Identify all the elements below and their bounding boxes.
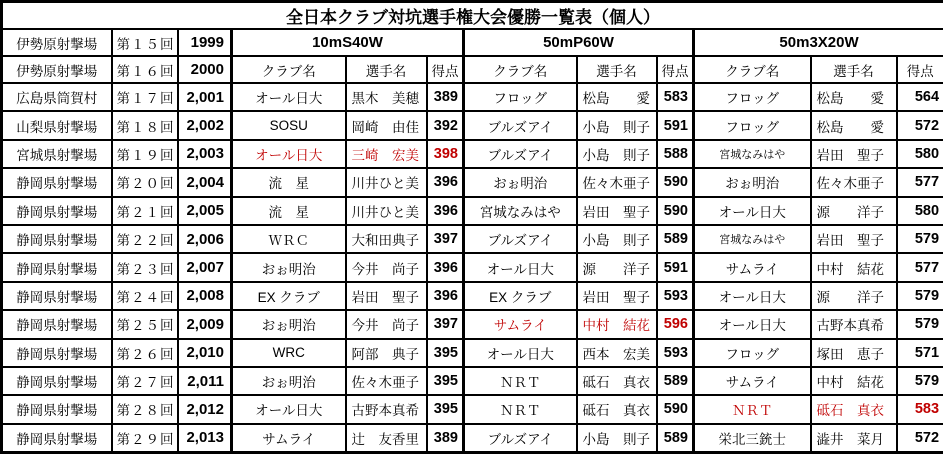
venue-cell: 静岡県射撃場	[2, 310, 112, 338]
club-cell-50mp: ブルズアイ	[464, 225, 577, 253]
venue-cell: 静岡県射撃場	[2, 253, 112, 281]
player-cell-3x: 源 洋子	[811, 197, 897, 225]
year-cell: 1999	[178, 29, 232, 56]
year-cell: 2,001	[178, 83, 232, 111]
table-row	[2, 140, 943, 168]
player-cell-10m: 三崎 宏美	[346, 140, 427, 168]
section-header-3x: 50m3X20W	[694, 29, 943, 56]
score-header: 得点	[427, 56, 464, 83]
player-cell-50mp: 松島 愛	[577, 83, 657, 111]
player-cell-10m: 今井 尚子	[346, 253, 427, 281]
club-cell-3x: フロッグ	[694, 339, 811, 367]
table-row	[2, 339, 943, 367]
club-cell-3x: オール日大	[694, 282, 811, 310]
section-header-50mp: 50mP60W	[464, 29, 694, 56]
year-cell: 2,004	[178, 168, 232, 196]
header-row-2	[2, 56, 943, 83]
player-cell-3x: 砥石 真衣	[811, 395, 897, 423]
club-cell-50mp: EX クラブ	[464, 282, 577, 310]
player-cell-3x: 岩田 聖子	[811, 225, 897, 253]
club-cell-3x: ＮＲＴ	[694, 395, 811, 423]
club-cell-50mp: ＮＲＴ	[464, 395, 577, 423]
round-cell: 第１７回	[112, 83, 178, 111]
score-cell-50mp: 583	[657, 83, 694, 111]
score-cell-50mp: 588	[657, 140, 694, 168]
club-cell-50mp: ブルズアイ	[464, 140, 577, 168]
player-cell-50mp: 源 洋子	[577, 253, 657, 281]
club-cell-10m: 流 星	[232, 168, 346, 196]
player-cell-10m: 今井 尚子	[346, 310, 427, 338]
player-cell-50mp: 砥石 真衣	[577, 367, 657, 395]
player-cell-50mp: 小島 則子	[577, 111, 657, 139]
player-cell-10m: 古野本真希	[346, 395, 427, 423]
round-cell: 第１６回	[112, 56, 178, 83]
club-cell-3x: フロッグ	[694, 111, 811, 139]
score-header: 得点	[657, 56, 694, 83]
player-cell-3x: 古野本真希	[811, 310, 897, 338]
year-cell: 2,006	[178, 225, 232, 253]
club-cell-10m: オール日大	[232, 83, 346, 111]
player-cell-50mp: 岩田 聖子	[577, 282, 657, 310]
score-cell-50mp: 591	[657, 111, 694, 139]
player-cell-3x: 松島 愛	[811, 111, 897, 139]
round-cell: 第２６回	[112, 339, 178, 367]
table-row	[2, 197, 943, 225]
round-cell: 第２４回	[112, 282, 178, 310]
player-cell-10m: 佐々木亜子	[346, 367, 427, 395]
score-cell-3x: 577	[897, 253, 943, 281]
club-cell-3x: サムライ	[694, 253, 811, 281]
table-row	[2, 367, 943, 395]
player-cell-10m: 辻 友香里	[346, 424, 427, 452]
club-cell-3x: 宮城なみはや	[694, 225, 811, 253]
venue-cell: 山梨県射撃場	[2, 111, 112, 139]
year-cell: 2,011	[178, 367, 232, 395]
venue-cell: 伊勢原射撃場	[2, 29, 112, 56]
player-cell-3x: 澁井 菜月	[811, 424, 897, 452]
club-cell-50mp: ブルズアイ	[464, 111, 577, 139]
score-cell-10m: 396	[427, 253, 464, 281]
round-cell: 第２５回	[112, 310, 178, 338]
club-cell-10m: SOSU	[232, 111, 346, 139]
player-cell-50mp: 小島 則子	[577, 225, 657, 253]
table-row	[2, 83, 943, 111]
table-row	[2, 253, 943, 281]
player-cell-3x: 佐々木亜子	[811, 168, 897, 196]
score-cell-10m: 395	[427, 367, 464, 395]
score-cell-10m: 395	[427, 339, 464, 367]
venue-cell: 静岡県射撃場	[2, 339, 112, 367]
player-cell-10m: 川井ひと美	[346, 197, 427, 225]
player-cell-50mp: 岩田 聖子	[577, 197, 657, 225]
score-cell-3x: 580	[897, 197, 943, 225]
player-cell-10m: 川井ひと美	[346, 168, 427, 196]
table-row	[2, 424, 943, 452]
score-cell-10m: 398	[427, 140, 464, 168]
player-cell-10m: 大和田典子	[346, 225, 427, 253]
round-cell: 第１５回	[112, 29, 178, 56]
score-cell-10m: 395	[427, 395, 464, 423]
round-cell: 第１８回	[112, 111, 178, 139]
round-cell: 第２０回	[112, 168, 178, 196]
year-cell: 2,007	[178, 253, 232, 281]
table-row	[2, 310, 943, 338]
venue-cell: 広島県筒賀村	[2, 83, 112, 111]
club-cell-50mp: オール日大	[464, 339, 577, 367]
player-cell-3x: 塚田 恵子	[811, 339, 897, 367]
score-cell-10m: 392	[427, 111, 464, 139]
club-cell-10m: サムライ	[232, 424, 346, 452]
player-cell-3x: 源 洋子	[811, 282, 897, 310]
player-cell-10m: 岡崎 由佳	[346, 111, 427, 139]
score-cell-3x: 579	[897, 225, 943, 253]
year-cell: 2,010	[178, 339, 232, 367]
score-cell-10m: 396	[427, 197, 464, 225]
score-cell-10m: 389	[427, 83, 464, 111]
club-header: クラブ名	[464, 56, 577, 83]
player-cell-3x: 中村 結花	[811, 367, 897, 395]
score-cell-3x: 583	[897, 395, 943, 423]
score-cell-10m: 397	[427, 310, 464, 338]
round-cell: 第２１回	[112, 197, 178, 225]
club-cell-50mp: ブルズアイ	[464, 424, 577, 452]
score-cell-50mp: 589	[657, 424, 694, 452]
club-cell-50mp: おぉ明治	[464, 168, 577, 196]
club-cell-10m: ＷＲＣ	[232, 225, 346, 253]
player-cell-50mp: 佐々木亜子	[577, 168, 657, 196]
score-cell-50mp: 590	[657, 168, 694, 196]
score-cell-10m: 389	[427, 424, 464, 452]
round-cell: 第２３回	[112, 253, 178, 281]
club-cell-10m: 流 星	[232, 197, 346, 225]
venue-cell: 伊勢原射撃場	[2, 56, 112, 83]
player-cell-50mp: 中村 結花	[577, 310, 657, 338]
score-cell-3x: 571	[897, 339, 943, 367]
venue-cell: 静岡県射撃場	[2, 282, 112, 310]
score-cell-3x: 572	[897, 424, 943, 452]
club-cell-50mp: フロッグ	[464, 83, 577, 111]
score-cell-50mp: 589	[657, 225, 694, 253]
player-header: 選手名	[811, 56, 897, 83]
club-cell-3x: 宮城なみはや	[694, 140, 811, 168]
header-row-1	[2, 29, 943, 56]
venue-cell: 静岡県射撃場	[2, 197, 112, 225]
year-cell: 2,008	[178, 282, 232, 310]
club-header: クラブ名	[232, 56, 346, 83]
score-cell-50mp: 596	[657, 310, 694, 338]
round-cell: 第２８回	[112, 395, 178, 423]
table-row	[2, 111, 943, 139]
player-cell-3x: 中村 結花	[811, 253, 897, 281]
score-cell-3x: 564	[897, 83, 943, 111]
player-cell-10m: 黒木 美穂	[346, 83, 427, 111]
year-cell: 2000	[178, 56, 232, 83]
table-body	[2, 83, 943, 452]
score-cell-3x: 579	[897, 282, 943, 310]
player-cell-50mp: 小島 則子	[577, 140, 657, 168]
club-cell-3x: オール日大	[694, 197, 811, 225]
score-cell-3x: 577	[897, 168, 943, 196]
round-cell: 第１９回	[112, 140, 178, 168]
club-cell-10m: オール日大	[232, 395, 346, 423]
club-cell-10m: おぉ明治	[232, 253, 346, 281]
club-cell-3x: オール日大	[694, 310, 811, 338]
club-cell-3x: 栄北三銃士	[694, 424, 811, 452]
table-row	[2, 225, 943, 253]
player-cell-50mp: 小島 則子	[577, 424, 657, 452]
score-cell-50mp: 591	[657, 253, 694, 281]
player-cell-3x: 岩田 聖子	[811, 140, 897, 168]
year-cell: 2,009	[178, 310, 232, 338]
year-cell: 2,003	[178, 140, 232, 168]
club-cell-50mp: サムライ	[464, 310, 577, 338]
score-cell-10m: 396	[427, 282, 464, 310]
year-cell: 2,002	[178, 111, 232, 139]
player-cell-10m: 岩田 聖子	[346, 282, 427, 310]
score-cell-50mp: 589	[657, 367, 694, 395]
club-cell-50mp: オール日大	[464, 253, 577, 281]
score-cell-10m: 396	[427, 168, 464, 196]
page-title: 全日本クラブ対坑選手権大会優勝一覧表（個人）	[2, 2, 943, 30]
score-cell-50mp: 593	[657, 282, 694, 310]
club-cell-50mp: ＮＲＴ	[464, 367, 577, 395]
score-header: 得点	[897, 56, 943, 83]
round-cell: 第２７回	[112, 367, 178, 395]
score-cell-10m: 397	[427, 225, 464, 253]
club-cell-3x: サムライ	[694, 367, 811, 395]
score-cell-50mp: 590	[657, 395, 694, 423]
venue-cell: 静岡県射撃場	[2, 367, 112, 395]
venue-cell: 静岡県射撃場	[2, 395, 112, 423]
club-cell-10m: WRC	[232, 339, 346, 367]
club-cell-10m: オール日大	[232, 140, 346, 168]
venue-cell: 静岡県射撃場	[2, 225, 112, 253]
table-row	[2, 395, 943, 423]
club-cell-10m: おぉ明治	[232, 310, 346, 338]
player-cell-3x: 松島 愛	[811, 83, 897, 111]
table-row	[2, 168, 943, 196]
club-cell-3x: フロッグ	[694, 83, 811, 111]
title-row	[2, 2, 943, 30]
year-cell: 2,005	[178, 197, 232, 225]
year-cell: 2,012	[178, 395, 232, 423]
player-header: 選手名	[577, 56, 657, 83]
score-cell-3x: 580	[897, 140, 943, 168]
player-header: 選手名	[346, 56, 427, 83]
venue-cell: 静岡県射撃場	[2, 168, 112, 196]
player-cell-50mp: 西本 宏美	[577, 339, 657, 367]
score-cell-3x: 572	[897, 111, 943, 139]
club-cell-10m: おぉ明治	[232, 367, 346, 395]
club-cell-3x: おぉ明治	[694, 168, 811, 196]
score-cell-50mp: 593	[657, 339, 694, 367]
score-cell-3x: 579	[897, 310, 943, 338]
club-header: クラブ名	[694, 56, 811, 83]
score-cell-50mp: 590	[657, 197, 694, 225]
year-cell: 2,013	[178, 424, 232, 452]
venue-cell: 静岡県射撃場	[2, 424, 112, 452]
table-row	[2, 282, 943, 310]
score-cell-3x: 579	[897, 367, 943, 395]
round-cell: 第２２回	[112, 225, 178, 253]
venue-cell: 宮城県射撃場	[2, 140, 112, 168]
round-cell: 第２９回	[112, 424, 178, 452]
club-cell-10m: EX クラブ	[232, 282, 346, 310]
player-cell-10m: 阿部 典子	[346, 339, 427, 367]
player-cell-50mp: 砥石 真衣	[577, 395, 657, 423]
section-header-10m: 10mS40W	[232, 29, 464, 56]
club-cell-50mp: 宮城なみはや	[464, 197, 577, 225]
